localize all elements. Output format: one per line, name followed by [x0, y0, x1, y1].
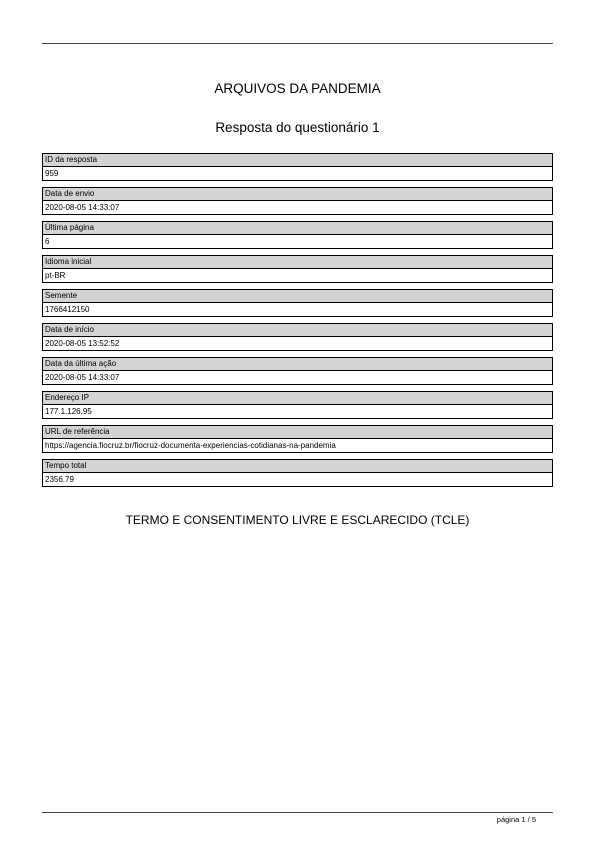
field-response-id: [42, 153, 553, 181]
field-value: pt-BR: [42, 269, 553, 283]
field-label: Semente: [42, 289, 553, 303]
field-label: Data da última ação: [42, 357, 553, 371]
field-value: 1766412150: [42, 303, 553, 317]
field-value: 6: [42, 235, 553, 249]
field-label: Tempo total: [42, 459, 553, 473]
field-ip-address: [42, 391, 553, 419]
field-last-action-date: [42, 357, 553, 385]
page-number: página 1 / 5: [496, 815, 536, 824]
field-total-time: [42, 459, 553, 487]
footer-rule: [42, 812, 553, 813]
header-rule: [42, 43, 553, 44]
field-value: 177.1.126.95: [42, 405, 553, 419]
field-value: 2020-08-05 14:33:07: [42, 371, 553, 385]
field-label: ID da resposta: [42, 153, 553, 167]
field-seed: [42, 289, 553, 317]
field-start-language: [42, 255, 553, 283]
field-start-date: [42, 323, 553, 351]
field-submit-date: [42, 187, 553, 215]
field-label: Data de início: [42, 323, 553, 337]
field-label: URL de referência: [42, 425, 553, 439]
field-label: Data de envio: [42, 187, 553, 201]
field-value: 2356.79: [42, 473, 553, 487]
field-referrer-url: [42, 425, 553, 453]
field-value: 2020-08-05 13:52:52: [42, 337, 553, 351]
document-subtitle: Resposta do questionário 1: [215, 120, 380, 135]
field-last-page: [42, 221, 553, 249]
field-label: Idioma inicial: [42, 255, 553, 269]
field-value: 959: [42, 167, 553, 181]
field-value: https://agencia.fiocruz.br/fiocruz-documenta-experiencias-cotidianas-na-pandemia: [42, 439, 553, 453]
field-label: Última página: [42, 221, 553, 235]
field-label: Endereço IP: [42, 391, 553, 405]
section-heading: TERMO E CONSENTIMENTO LIVRE E ESCLARECIDO (TCLE): [125, 513, 470, 527]
response-fields: [42, 153, 553, 493]
document-title: ARQUIVOS DA PANDEMIA: [214, 81, 381, 96]
field-value: 2020-08-05 14:33:07: [42, 201, 553, 215]
